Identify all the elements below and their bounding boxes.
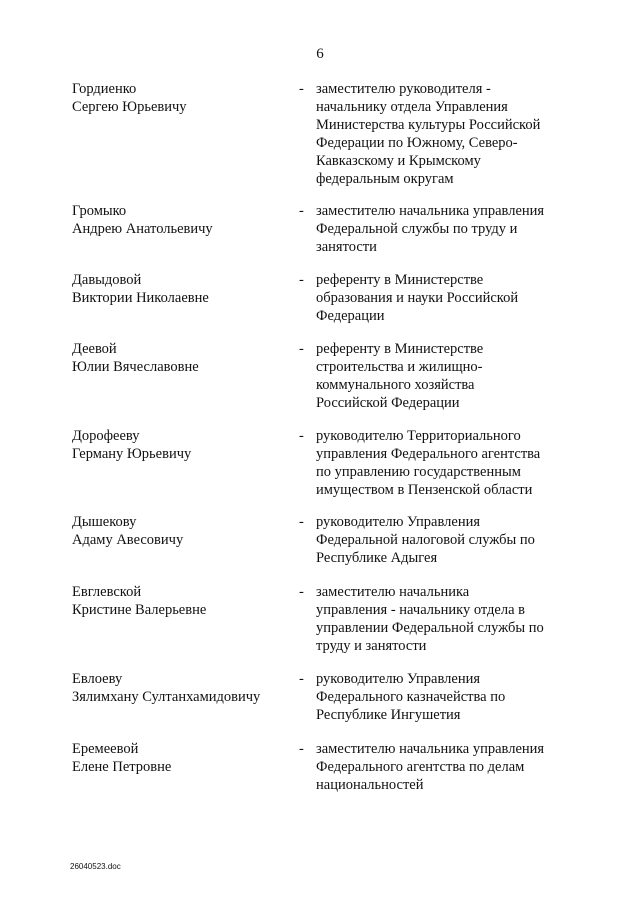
- separator-dash: -: [299, 741, 304, 757]
- surname: Дышекову: [72, 514, 137, 530]
- position-line: образования и науки Российской: [316, 290, 519, 306]
- separator-dash: -: [299, 584, 304, 600]
- position-line: по управлению государственным: [316, 464, 521, 480]
- given-names: Зялимхану Султанхамидовичу: [72, 689, 261, 705]
- position-line: Федерации: [316, 308, 385, 324]
- position-line: Федерального агентства по делам: [316, 759, 525, 775]
- separator-dash: -: [299, 341, 304, 357]
- document-filename: 26040523.doc: [70, 862, 121, 871]
- position-title: [316, 427, 566, 499]
- position-line: Министерства культуры Российской: [316, 117, 541, 133]
- position-line: управления - начальнику отдела в: [316, 602, 526, 618]
- person-name: [72, 271, 287, 307]
- given-names: Елене Петровне: [72, 759, 172, 775]
- person-name: [72, 80, 287, 116]
- surname: Евглевской: [72, 584, 142, 600]
- position-line: заместителю начальника: [316, 584, 470, 600]
- surname: Гордиенко: [72, 81, 137, 97]
- position-line: референту в Министерстве: [316, 272, 484, 288]
- separator-dash: -: [299, 671, 304, 687]
- separator-dash: -: [299, 272, 304, 288]
- given-names: Юлии Вячеславовне: [72, 359, 199, 375]
- position-line: заместителю начальника управления: [316, 741, 545, 757]
- surname: Деевой: [72, 341, 117, 357]
- surname: Дорофееву: [72, 428, 140, 444]
- given-names: Сергею Юрьевичу: [72, 99, 187, 115]
- position-line: Федеральной службы по труду и: [316, 221, 518, 237]
- surname: Евлоеву: [72, 671, 123, 687]
- person-name: [72, 202, 287, 238]
- person-name: [72, 513, 287, 549]
- separator-dash: -: [299, 514, 304, 530]
- position-line: заместителю руководителя -: [316, 81, 491, 97]
- position-title: [316, 340, 566, 412]
- position-line: Республике Ингушетия: [316, 707, 461, 723]
- position-title: [316, 740, 566, 794]
- position-line: национальностей: [316, 777, 424, 793]
- separator-dash: -: [299, 81, 304, 97]
- position-line: референту в Министерстве: [316, 341, 484, 357]
- position-line: Федерации по Южному, Северо-: [316, 135, 518, 151]
- given-names: Андрею Анатольевичу: [72, 221, 213, 237]
- position-line: занятости: [316, 239, 377, 255]
- position-line: руководителю Территориального: [316, 428, 521, 444]
- position-line: Российской Федерации: [316, 395, 460, 411]
- position-line: Федерального казначейства по: [316, 689, 506, 705]
- position-title: [316, 202, 566, 256]
- position-title: [316, 80, 566, 188]
- surname: Давыдовой: [72, 272, 142, 288]
- position-line: руководителю Управления: [316, 671, 481, 687]
- position-title: [316, 513, 566, 567]
- position-line: федеральным округам: [316, 171, 454, 187]
- position-title: [316, 583, 566, 655]
- position-line: коммунального хозяйства: [316, 377, 475, 393]
- page-number: 6: [316, 46, 324, 62]
- given-names: Виктории Николаевне: [72, 290, 209, 306]
- position-line: управлении Федеральной службы по: [316, 620, 544, 636]
- position-title: [316, 271, 566, 325]
- position-line: Кавказскому и Крымскому: [316, 153, 481, 169]
- person-name: [72, 670, 287, 706]
- person-name: [72, 340, 287, 376]
- person-name: [72, 427, 287, 463]
- position-line: управления Федерального агентства: [316, 446, 541, 462]
- position-line: труду и занятости: [316, 638, 427, 654]
- separator-dash: -: [299, 203, 304, 219]
- position-line: Республике Адыгея: [316, 550, 438, 566]
- separator-dash: -: [299, 428, 304, 444]
- position-line: строительства и жилищно-: [316, 359, 483, 375]
- position-line: руководителю Управления: [316, 514, 481, 530]
- given-names: Кристине Валерьевне: [72, 602, 207, 618]
- surname: Громыко: [72, 203, 127, 219]
- position-line: заместителю начальника управления: [316, 203, 545, 219]
- given-names: Адаму Авесовичу: [72, 532, 184, 548]
- position-line: Федеральной налоговой службы по: [316, 532, 535, 548]
- position-title: [316, 670, 566, 724]
- person-name: [72, 740, 287, 776]
- position-line: начальнику отдела Управления: [316, 99, 508, 115]
- position-line: имуществом в Пензенской области: [316, 482, 533, 498]
- surname: Еремеевой: [72, 741, 139, 757]
- person-name: [72, 583, 287, 619]
- given-names: Герману Юрьевичу: [72, 446, 192, 462]
